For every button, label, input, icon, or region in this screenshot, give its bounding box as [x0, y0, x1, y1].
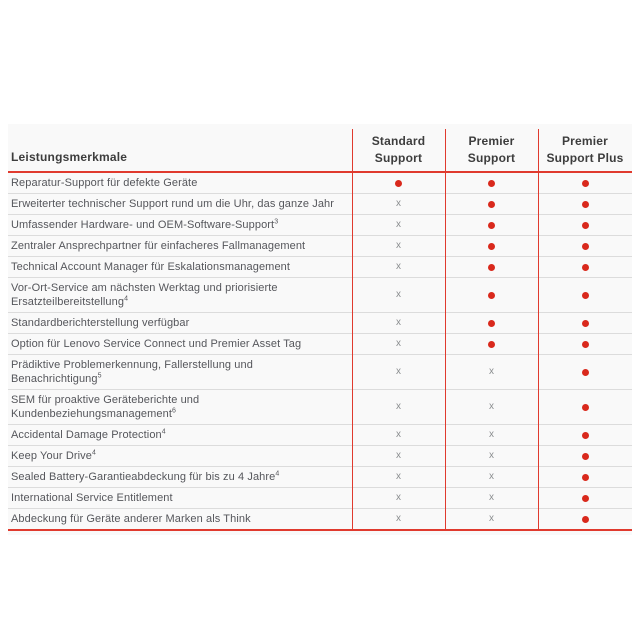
cell-standard-support — [352, 313, 445, 333]
included-dot-icon — [582, 495, 589, 502]
feature-label — [8, 173, 352, 193]
feature-label — [8, 334, 352, 354]
feature-text: Erweiterter technischer Support rund um die Uhr, das ganze Jahr — [11, 198, 335, 210]
not-included-x-mark: x — [396, 198, 401, 209]
included-dot-icon — [582, 320, 589, 327]
column-header-line: Premier — [561, 133, 609, 148]
feature-label — [8, 313, 352, 333]
feature-label — [8, 257, 352, 277]
feature-text: Vor-Ort-Service am nächsten Werktag und priorisierte Ersatzteilbereitstellung$^4$ — [11, 282, 278, 308]
cell-standard-support — [352, 173, 445, 193]
included-dot-icon — [582, 516, 589, 523]
feature-text: Keep Your Drive$^4$ — [11, 449, 96, 462]
column-header-line: Premier — [468, 133, 515, 148]
not-included-x-mark: x — [396, 219, 401, 230]
cell-premier-support — [445, 509, 538, 529]
cell-premier-support — [445, 334, 538, 354]
cell-standard-support — [352, 390, 445, 424]
cell-standard-support — [352, 278, 445, 312]
column-divider-line — [538, 129, 539, 531]
cell-premier-support-plus — [538, 355, 632, 389]
column-header-premier-support-plus — [538, 124, 632, 171]
column-divider-line — [352, 129, 353, 531]
not-included-x-mark: x — [396, 450, 401, 461]
feature-label — [8, 446, 352, 466]
included-dot-icon — [582, 201, 589, 208]
included-dot-icon — [488, 222, 495, 229]
cell-premier-support — [445, 425, 538, 445]
cell-premier-support — [445, 390, 538, 424]
feature-text: Standardberichterstellung verfügbar — [11, 317, 190, 329]
not-included-x-mark: x — [489, 366, 494, 377]
cell-premier-support-plus — [538, 446, 632, 466]
feature-label — [8, 390, 352, 424]
included-dot-icon — [582, 453, 589, 460]
feature-text: Sealed Battery-Garantieabdeckung für bis zu 4 Jahre$^4$ — [11, 470, 280, 483]
included-dot-icon — [582, 222, 589, 229]
footnote-marker: 6 — [172, 407, 176, 415]
cell-premier-support — [445, 488, 538, 508]
not-included-x-mark: x — [396, 471, 401, 482]
cell-premier-support — [445, 194, 538, 214]
cell-standard-support — [352, 215, 445, 235]
feature-text: Zentraler Ansprechpartner für einfacheres Fallmanagement — [11, 240, 306, 252]
feature-text: Technical Account Manager für Eskalationsmanagement — [11, 261, 291, 273]
not-included-x-mark: x — [396, 240, 401, 251]
included-dot-icon — [582, 292, 589, 299]
feature-label — [8, 355, 352, 389]
not-included-x-mark: x — [396, 289, 401, 300]
feature-label — [8, 236, 352, 256]
included-dot-icon — [488, 180, 495, 187]
cell-standard-support — [352, 236, 445, 256]
cell-premier-support — [445, 355, 538, 389]
not-included-x-mark: x — [396, 317, 401, 328]
cell-premier-support — [445, 446, 538, 466]
included-dot-icon — [582, 432, 589, 439]
column-header-standard-support — [352, 124, 445, 171]
support-comparison-table — [8, 124, 632, 535]
not-included-x-mark: x — [396, 513, 401, 524]
column-header-premier-support — [445, 124, 538, 171]
included-dot-icon — [582, 264, 589, 271]
not-included-x-mark: x — [396, 401, 401, 412]
not-included-x-mark: x — [489, 513, 494, 524]
included-dot-icon — [582, 474, 589, 481]
feature-text: Reparatur-Support für defekte Geräte — [11, 177, 198, 189]
feature-label — [8, 509, 352, 529]
cell-premier-support-plus — [538, 334, 632, 354]
not-included-x-mark: x — [489, 401, 494, 412]
cell-premier-support-plus — [538, 278, 632, 312]
feature-label — [8, 467, 352, 487]
not-included-x-mark: x — [396, 429, 401, 440]
cell-standard-support — [352, 257, 445, 277]
included-dot-icon — [488, 201, 495, 208]
cell-standard-support — [352, 509, 445, 529]
footnote-marker: 3 — [274, 218, 279, 226]
not-included-x-mark: x — [489, 429, 494, 440]
included-dot-icon — [488, 243, 495, 250]
feature-column-header: Leistungsmerkmale — [11, 150, 128, 164]
column-header-line: Support Plus — [546, 150, 624, 165]
cell-premier-support-plus — [538, 467, 632, 487]
cell-premier-support — [445, 467, 538, 487]
cell-premier-support-plus — [538, 425, 632, 445]
column-divider-line — [445, 129, 446, 531]
feature-label — [8, 425, 352, 445]
cell-standard-support — [352, 194, 445, 214]
footnote-marker: 4 — [124, 295, 129, 303]
feature-text: Umfassender Hardware- und OEM-Software-Support$^3$ — [11, 218, 279, 231]
footnote-marker: 4 — [92, 449, 96, 457]
feature-label — [8, 194, 352, 214]
column-header-line: Support — [374, 150, 423, 165]
cell-standard-support — [352, 334, 445, 354]
not-included-x-mark: x — [489, 492, 494, 503]
feature-text: International Service Entitlement — [11, 492, 173, 504]
cell-standard-support — [352, 488, 445, 508]
included-dot-icon — [488, 341, 495, 348]
cell-premier-support — [445, 236, 538, 256]
cell-standard-support — [352, 467, 445, 487]
not-included-x-mark: x — [489, 471, 494, 482]
not-included-x-mark: x — [489, 450, 494, 461]
included-dot-icon — [488, 320, 495, 327]
cell-premier-support — [445, 278, 538, 312]
not-included-x-mark: x — [396, 261, 401, 272]
cell-premier-support — [445, 173, 538, 193]
included-dot-icon — [582, 341, 589, 348]
included-dot-icon — [488, 264, 495, 271]
footnote-marker: 4 — [275, 470, 280, 478]
included-dot-icon — [582, 404, 589, 411]
cell-standard-support — [352, 425, 445, 445]
column-header-line: Support — [467, 150, 516, 165]
cell-premier-support-plus — [538, 194, 632, 214]
cell-premier-support-plus — [538, 509, 632, 529]
cell-premier-support — [445, 215, 538, 235]
cell-premier-support-plus — [538, 313, 632, 333]
included-dot-icon — [582, 180, 589, 187]
footnote-marker: 4 — [161, 428, 166, 436]
cell-premier-support-plus — [538, 488, 632, 508]
included-dot-icon — [488, 292, 495, 299]
feature-text: SEM für proaktive Geräteberichte und Kundenbeziehungsmanagement$^6$ — [11, 394, 200, 420]
not-included-x-mark: x — [396, 366, 401, 377]
column-header-line: Standard — [371, 133, 426, 148]
cell-premier-support-plus — [538, 257, 632, 277]
included-dot-icon — [582, 369, 589, 376]
included-dot-icon — [582, 243, 589, 250]
cell-premier-support — [445, 313, 538, 333]
feature-text: Accidental Damage Protection$^4$ — [11, 428, 166, 441]
not-included-x-mark: x — [396, 338, 401, 349]
cell-premier-support-plus — [538, 236, 632, 256]
feature-label — [8, 215, 352, 235]
included-dot-icon — [395, 180, 402, 187]
cell-premier-support — [445, 257, 538, 277]
cell-premier-support-plus — [538, 215, 632, 235]
feature-label — [8, 278, 352, 312]
feature-text: Option für Lenovo Service Connect und Premier Asset Tag — [11, 338, 302, 350]
feature-text: Abdeckung für Geräte anderer Marken als Think — [11, 513, 251, 525]
cell-standard-support — [352, 355, 445, 389]
cell-premier-support-plus — [538, 173, 632, 193]
cell-standard-support — [352, 446, 445, 466]
footnote-marker: 5 — [97, 372, 102, 380]
feature-label — [8, 488, 352, 508]
feature-text: Prädiktive Problemerkennung, Fallerstellung und Benachrichtigung$^5$ — [11, 359, 253, 385]
not-included-x-mark: x — [396, 492, 401, 503]
cell-premier-support-plus — [538, 390, 632, 424]
